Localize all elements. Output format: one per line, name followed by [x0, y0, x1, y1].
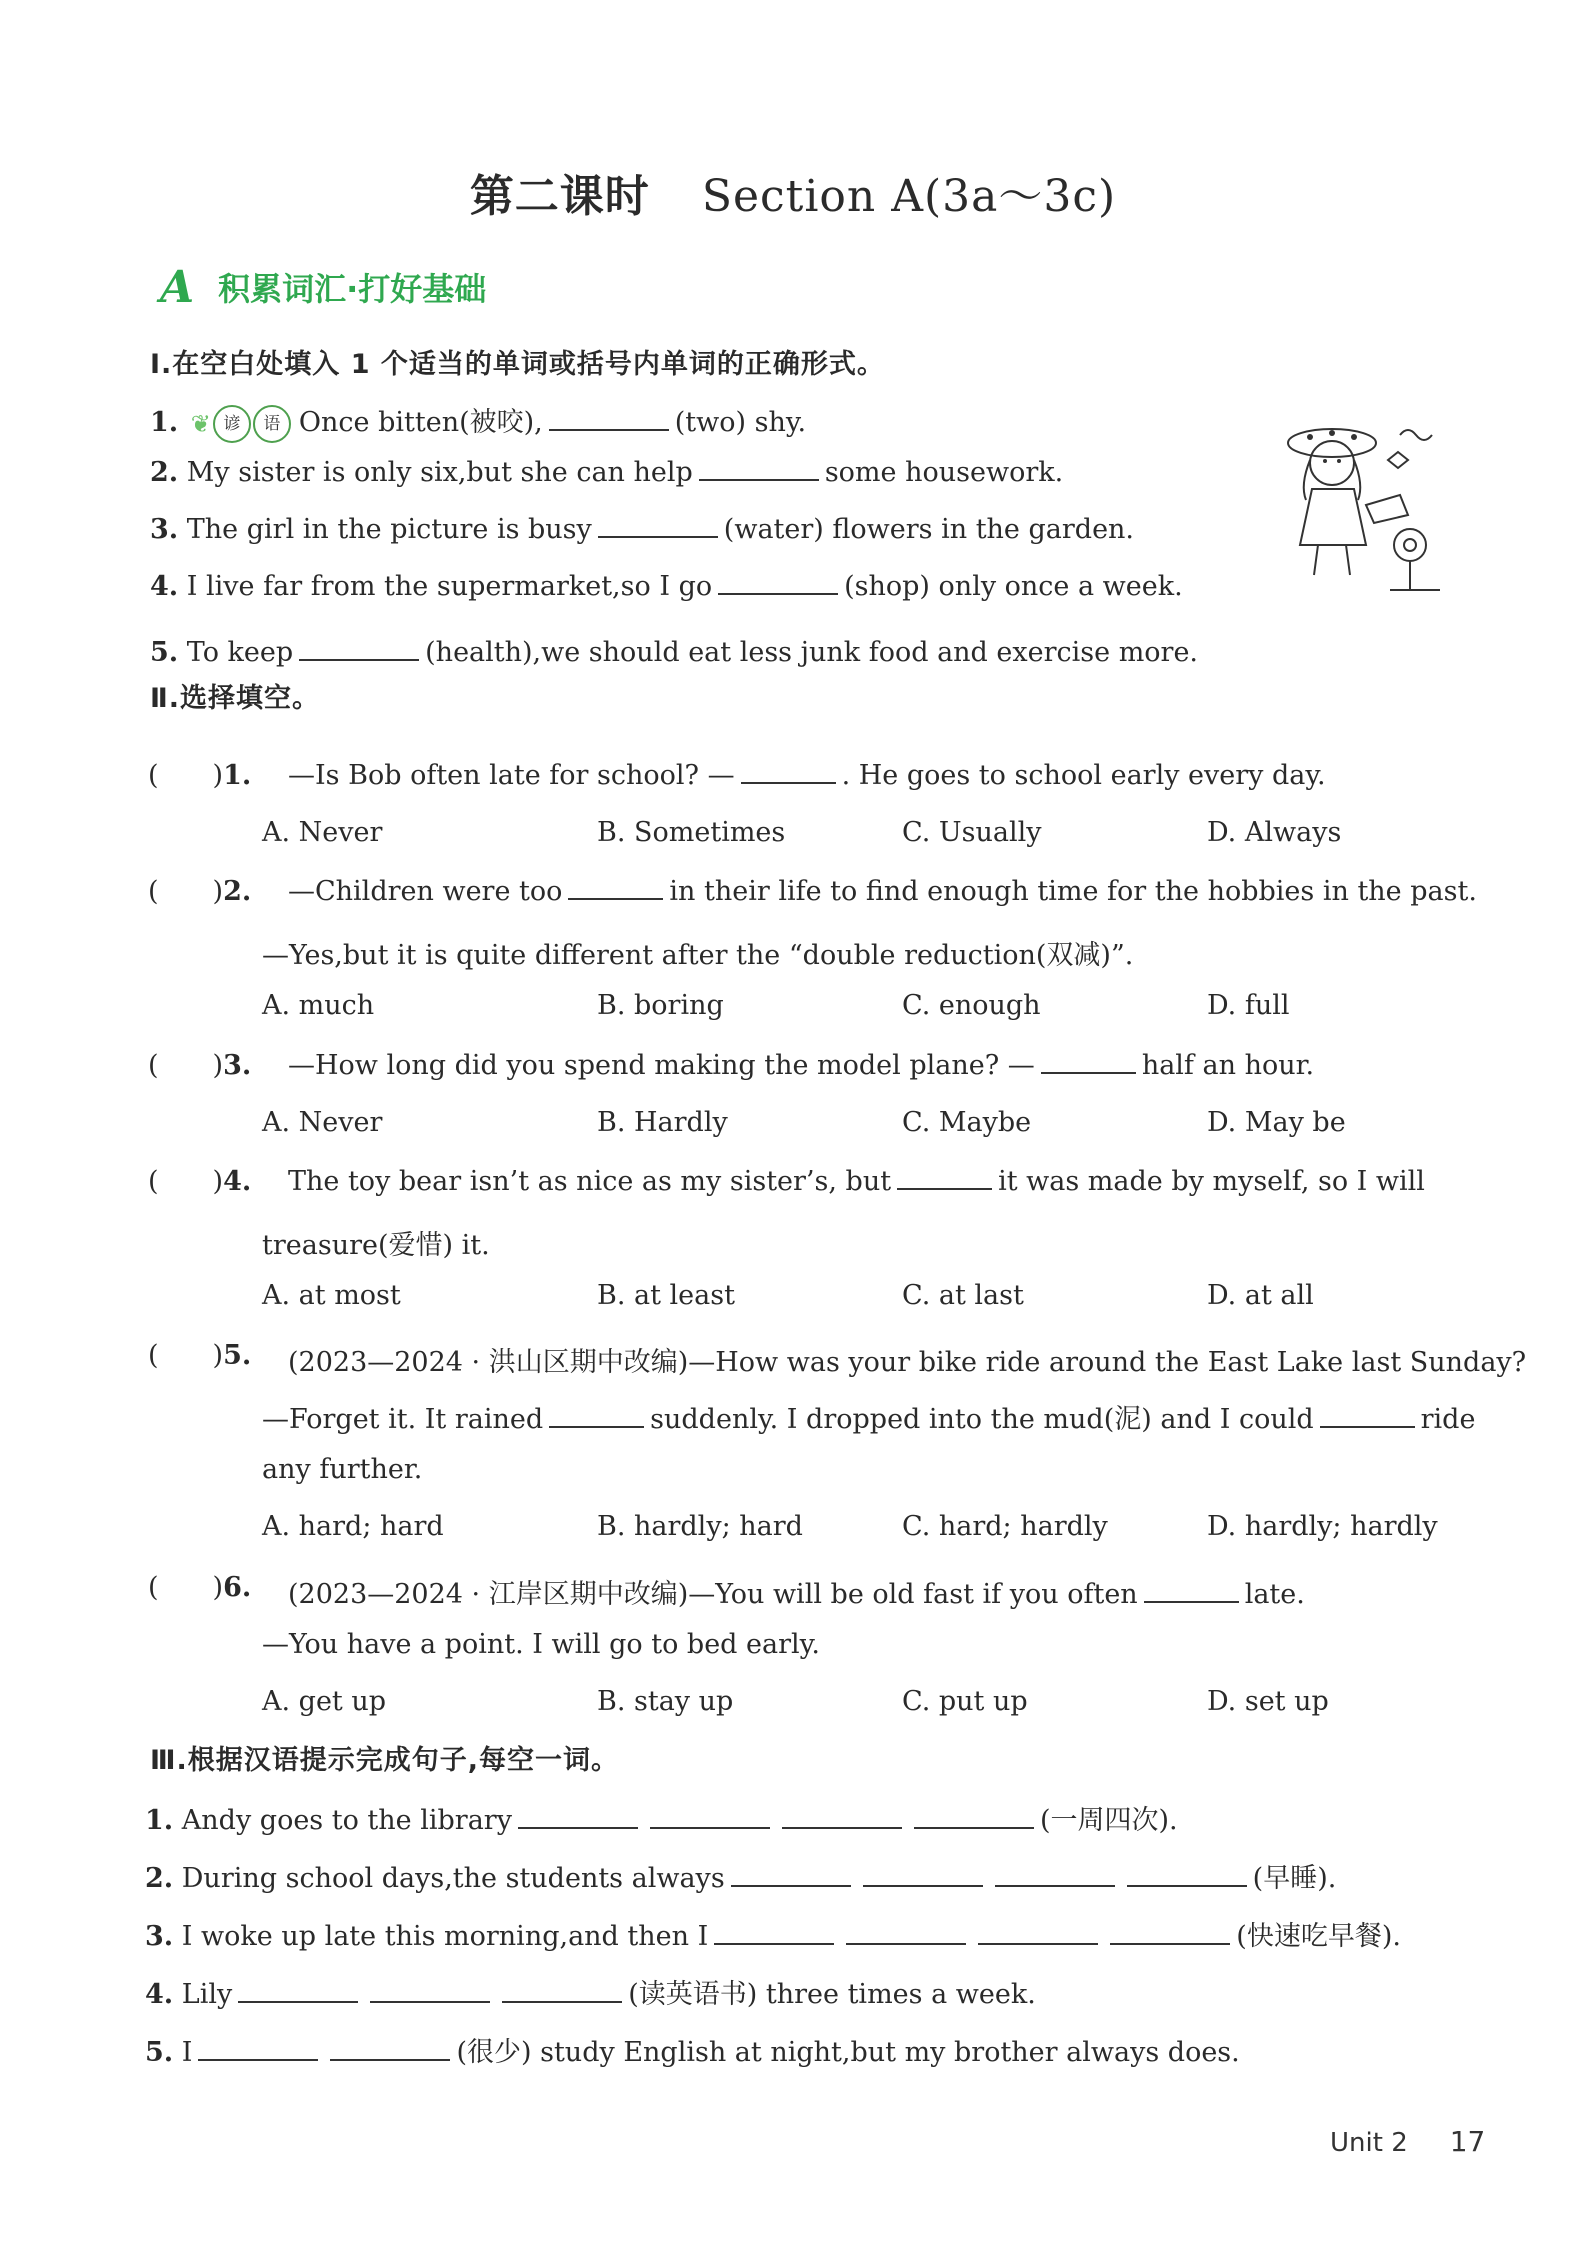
question-text: late. — [1244, 1579, 1305, 1610]
answer-blank[interactable] — [782, 1826, 902, 1829]
page-number: 17 — [1449, 2125, 1486, 2158]
option-d[interactable]: D. Always — [1207, 817, 1342, 848]
item-number: 4. — [145, 1979, 174, 2010]
item-number: 1. — [145, 1805, 174, 1836]
answer-bracket[interactable]: ( )2. — [148, 876, 252, 907]
item-text-before: During school days,the students always — [181, 1863, 725, 1894]
answer-blank[interactable] — [995, 1884, 1115, 1887]
answer-blank[interactable] — [299, 658, 419, 661]
item-text-after: (早睡). — [1252, 1863, 1337, 1894]
answer-blank[interactable] — [549, 428, 669, 431]
item-text-after: (很少) study English at night,but my brother always does. — [456, 2037, 1240, 2068]
option-b[interactable]: B. boring — [597, 990, 724, 1021]
section-text: 积累词汇·打好基础 — [218, 270, 487, 308]
question-text: . He goes to school early every day. — [841, 760, 1326, 791]
question-line — [288, 1050, 1314, 1081]
item-text-before: I — [181, 2037, 193, 2068]
item-text-before: Andy goes to the library — [181, 1805, 512, 1836]
question-text: —You have a point. I will go to bed early. — [262, 1629, 820, 1660]
item-text-before: My sister is only six,but she can help — [186, 457, 693, 488]
item-text-after: (health),we should eat less junk food and exercise more. — [425, 637, 1199, 668]
answer-blank[interactable] — [598, 535, 718, 538]
question-text: ride — [1420, 1404, 1476, 1435]
question-text: —Children were too — [288, 876, 563, 907]
item-number: 2. — [150, 457, 179, 488]
sentence-item — [145, 1972, 1036, 2011]
item-number: 3. — [150, 514, 179, 545]
question-number: 2. — [223, 876, 252, 907]
answer-bracket[interactable]: ( )3. — [148, 1050, 252, 1081]
question-text: (2023—2024 · 洪山区期中改编)—How was your bike ride around the East Lake last Sunday? — [288, 1347, 1527, 1378]
question-text: (2023—2024 · 江岸区期中改编)—You will be old fast if you often — [288, 1579, 1138, 1610]
option-d[interactable]: D. full — [1207, 990, 1290, 1021]
item-text-after: (water) flowers in the garden. — [723, 514, 1135, 545]
option-a[interactable]: A. get up — [262, 1686, 387, 1717]
answer-bracket[interactable]: ( )4. — [148, 1166, 252, 1197]
part1-heading: Ⅰ.在空白处填入 1 个适当的单词或括号内单词的正确形式。 — [150, 349, 885, 380]
question-text: any further. — [262, 1454, 423, 1485]
part2-heading: Ⅱ.选择填空。 — [150, 683, 321, 714]
page-footer — [1330, 2125, 1485, 2158]
question-number: 5. — [223, 1340, 252, 1371]
question-text: treasure(爱惜) it. — [262, 1230, 490, 1261]
proverb-badge — [191, 405, 293, 443]
answer-blank[interactable] — [1127, 1884, 1247, 1887]
option-d[interactable]: D. May be — [1207, 1107, 1346, 1138]
sentence-item — [145, 1914, 1401, 1953]
option-d[interactable]: D. at all — [1207, 1280, 1314, 1311]
question-number: 1. — [223, 760, 252, 791]
question-line — [262, 1629, 820, 1660]
option-a[interactable]: A. Never — [262, 817, 383, 848]
item-number: 5. — [145, 2037, 174, 2068]
option-a[interactable]: A. at most — [262, 1280, 401, 1311]
question-line — [288, 1340, 1526, 1379]
answer-blank[interactable] — [1110, 1942, 1230, 1945]
item-number: 5. — [150, 637, 179, 668]
option-d[interactable]: D. set up — [1207, 1686, 1329, 1717]
item-text-before: Once bitten(被咬), — [298, 407, 543, 438]
answer-blank[interactable] — [198, 2058, 318, 2061]
question-text: —Forget it. It rained — [262, 1404, 544, 1435]
question-line — [262, 1223, 490, 1262]
proverb-char: 谚 — [213, 405, 251, 443]
fill-item — [150, 514, 1134, 545]
option-c[interactable]: C. hard; hardly — [902, 1511, 1108, 1542]
answer-blank[interactable] — [863, 1884, 983, 1887]
option-a[interactable]: A. much — [262, 990, 375, 1021]
option-c[interactable]: C. Maybe — [902, 1107, 1032, 1138]
item-text-before: The girl in the picture is busy — [186, 514, 592, 545]
answer-blank[interactable] — [370, 2000, 490, 2003]
answer-blank[interactable] — [699, 478, 819, 481]
answer-blank[interactable] — [741, 781, 836, 784]
title-cn: 第二课时 — [469, 171, 650, 222]
answer-bracket[interactable]: ( )6. — [148, 1572, 252, 1603]
item-text-after: (shop) only once a week. — [844, 571, 1183, 602]
item-text-before: I woke up late this morning,and then I — [181, 1921, 709, 1952]
option-c[interactable]: C. put up — [902, 1686, 1028, 1717]
option-c[interactable]: C. enough — [902, 990, 1041, 1021]
item-number: 1. — [150, 407, 179, 438]
option-d[interactable]: D. hardly; hardly — [1207, 1511, 1438, 1542]
question-text: half an hour. — [1141, 1050, 1315, 1081]
item-text-before: Lily — [181, 1979, 233, 2010]
question-text: suddenly. I dropped into the mud(泥) and I could — [650, 1404, 1314, 1435]
question-line — [288, 876, 1477, 907]
answer-blank[interactable] — [714, 1942, 834, 1945]
option-c[interactable]: C. Usually — [902, 817, 1042, 848]
answer-blank[interactable] — [549, 1425, 644, 1428]
answer-blank[interactable] — [650, 1826, 770, 1829]
option-b[interactable]: B. stay up — [597, 1686, 734, 1717]
item-text-after: (一周四次). — [1039, 1805, 1178, 1836]
title-en: Section A(3a～3c) — [701, 171, 1117, 222]
answer-blank[interactable] — [731, 1884, 851, 1887]
item-number: 3. — [145, 1921, 174, 1952]
answer-blank[interactable] — [330, 2058, 450, 2061]
section-letter: A — [160, 261, 195, 313]
answer-blank[interactable] — [897, 1187, 992, 1190]
answer-blank[interactable] — [846, 1942, 966, 1945]
question-number: 6. — [223, 1572, 252, 1603]
section-heading — [160, 262, 486, 312]
question-line — [262, 1397, 1475, 1436]
answer-blank[interactable] — [518, 1826, 638, 1829]
answer-bracket[interactable]: ( )5. — [148, 1340, 252, 1371]
item-number: 2. — [145, 1863, 174, 1894]
question-text: —Is Bob often late for school? — — [288, 760, 735, 791]
answer-blank[interactable] — [238, 2000, 358, 2003]
page-title — [0, 160, 1586, 224]
answer-blank[interactable] — [1041, 1071, 1136, 1074]
part3-heading: Ⅲ.根据汉语提示完成句子,每空一词。 — [150, 1745, 620, 1776]
question-line — [288, 1572, 1305, 1611]
option-a[interactable]: A. hard; hard — [262, 1511, 444, 1542]
fill-item — [150, 571, 1183, 602]
question-number: 3. — [223, 1050, 252, 1081]
proverb-char: 语 — [253, 405, 291, 443]
sentence-item — [145, 1798, 1178, 1837]
sentence-item — [145, 1856, 1336, 1895]
question-text: —How long did you spend making the model plane? — — [288, 1050, 1035, 1081]
item-text-before: I live far from the supermarket,so I go — [186, 571, 713, 602]
option-c[interactable]: C. at last — [902, 1280, 1024, 1311]
question-text: —Yes,but it is quite different after the “double reduction(双减)”. — [262, 940, 1134, 971]
leaf-icon: ❦ — [190, 409, 211, 438]
question-text: The toy bear isn’t as nice as my sister’s, but — [288, 1166, 892, 1197]
fill-item — [150, 457, 1063, 488]
item-text-after: some housework. — [824, 457, 1064, 488]
sentence-item — [145, 2030, 1240, 2069]
item-number: 4. — [150, 571, 179, 602]
fill-item — [150, 637, 1198, 668]
answer-blank[interactable] — [568, 897, 663, 900]
item-text-before: To keep — [186, 637, 294, 668]
question-line — [288, 1166, 1425, 1197]
answer-blank[interactable] — [718, 592, 838, 595]
option-a[interactable]: A. Never — [262, 1107, 383, 1138]
fill-item — [150, 400, 806, 443]
answer-bracket[interactable]: ( )1. — [148, 760, 252, 791]
option-b[interactable]: B. Hardly — [597, 1107, 728, 1138]
answer-blank[interactable] — [1320, 1425, 1415, 1428]
answer-blank[interactable] — [502, 2000, 622, 2003]
item-text-after: (快速吃早餐). — [1236, 1921, 1401, 1952]
option-b[interactable]: B. Sometimes — [597, 817, 786, 848]
question-line — [262, 933, 1133, 972]
answer-blank[interactable] — [914, 1826, 1034, 1829]
question-line — [262, 1454, 422, 1485]
answer-blank[interactable] — [1144, 1600, 1239, 1603]
item-text-after: (two) shy. — [674, 407, 807, 438]
answer-blank[interactable] — [978, 1942, 1098, 1945]
question-line — [288, 760, 1326, 791]
option-b[interactable]: B. at least — [597, 1280, 735, 1311]
girl-watering-flowers-illustration — [1270, 405, 1450, 595]
item-text-after: (读英语书) three times a week. — [628, 1979, 1036, 2010]
question-text: in their life to find enough time for the hobbies in the past. — [669, 876, 1477, 907]
option-b[interactable]: B. hardly; hard — [597, 1511, 803, 1542]
unit-label: Unit 2 — [1330, 2128, 1408, 2158]
question-number: 4. — [223, 1166, 252, 1197]
question-text: it was made by myself, so I will — [998, 1166, 1425, 1197]
